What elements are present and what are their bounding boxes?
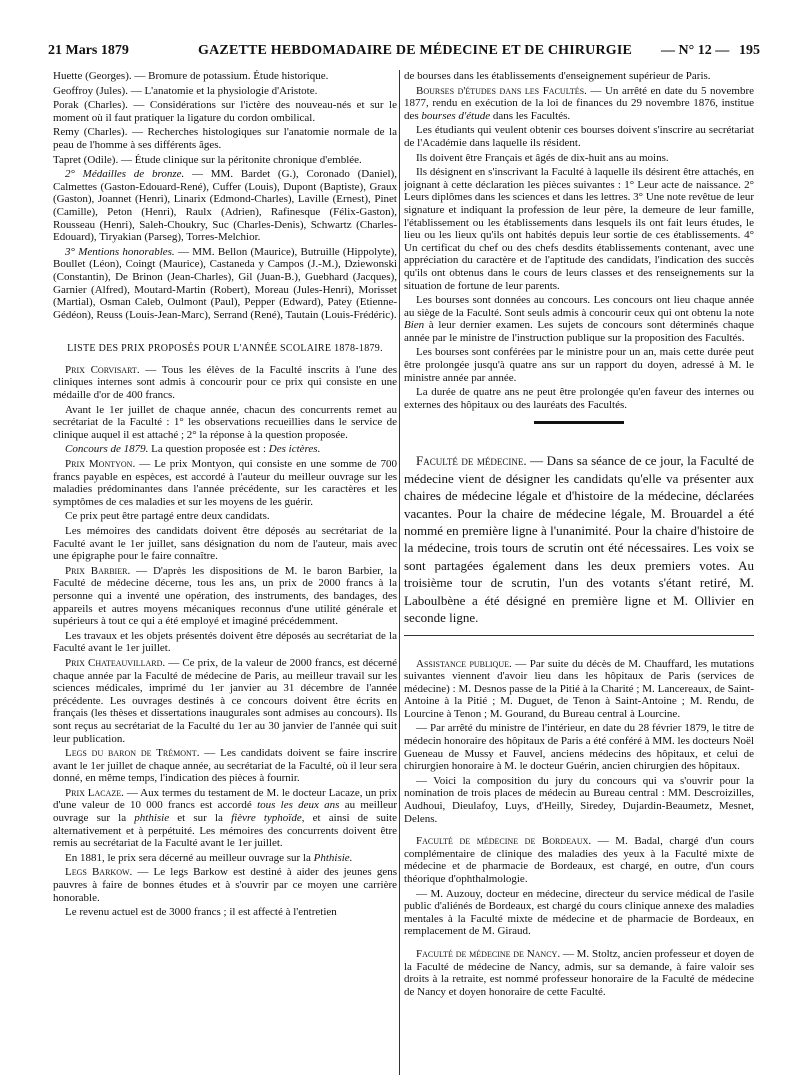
paragraph: — M. Auzouy, docteur en médecine, directeur du service médical de l'asile public d'aliénés de Bordeaux, est chargé du cours clinique annexe des maladies mentales à la Faculté mixte de médecine et de pharmacie de Bordeaux, en remplacement de M. Giraud.: [404, 887, 754, 938]
prize-text: au meilleur ouvrage sur la: [53, 799, 397, 825]
issue-date: 21 Mars 1879: [48, 43, 129, 58]
concours-text: Les bourses sont données au concours. Les concours ont lieu chaque année au siège de la Faculté. Sont seuls admis à concourir ceux qui ont obtenu la note: [404, 294, 754, 319]
prize-text: — Aux termes du testament de M. le docteur Lacaze, un prix d'une valeur de 10 000 francs est accordé: [53, 786, 397, 812]
mentions-text: — MM. Bellon (Maurice), Butruille (Hippolyte), Boullet (Léon), Coingt (Maurice), Castaneda y Campos (J.-M.), Dziewonski (Constantin), De Brinon (Jean-Charles), Gil (Juan-B.), Guebhard (Jacques), Garnier (Alfred), Moutard-Martin (Robert), Moreau (Jules-Henri), Morisset (Martial), Osman Caleb, Oulmont (Paul), Pepper (Edward), Patey (Etienne-Gédéon), Reuss (Louis-Jean-Marc), Serrand (René), Tautain (Louis-Frédéric).: [53, 245, 397, 321]
page-number: 195: [739, 43, 760, 58]
paragraph: Ils doivent être Français et âgés de dix-huit ans au moins.: [416, 151, 669, 164]
prize-text: — Le legs Barkow est destiné à aider des jeunes gens pauvres à faire de bonnes études et à s'ouvrir par ce moyen une carrière honorable.: [53, 866, 397, 904]
assistance-publique: [404, 658, 754, 721]
prize-text: , et ainsi de suite alternativement et à perpétuité. Les mémoires des concurrents doivent être remis au secrétariat de la Faculté avant le 1er juillet.: [53, 812, 397, 850]
concours-text: à leur dernier examen. Les sujets de concours sont déterminés chaque année par le ministre de l'instruction publique sur la proposition des Facultés.: [404, 319, 754, 344]
prize-corvisart: [53, 364, 397, 402]
bronze-label: 2° Médailles de bronze.: [65, 168, 185, 181]
paragraph: Les travaux et les objets présentés doivent être déposés au secrétariat de la Faculté avant le 1er juillet.: [53, 629, 397, 655]
prize-label: Legs Barkow.: [65, 866, 133, 879]
lacaze-1881-text: En 1881, le prix sera décerné au meilleur ouvrage sur la: [65, 851, 314, 864]
prize-text: — Ce prix, de la valeur de 2000 francs, est décerné chaque année par la Faculté de médecine de Paris, au meilleur travail sur les sciences médicales, imprimé du 1er janvier au 31 décembre de l'année précédente. Les ouvrages destinés à ce concours doivent être écrits en français (les thèses et dissertations inaugurales sont admises au concours). Ils sont reçus au secrétariat de la Faculté du 1er au 30 janvier de l'année qui suit leur publication.: [53, 656, 397, 745]
honorable-mentions: [53, 246, 397, 322]
prize-text: et sur la: [169, 812, 232, 825]
bourses-italic: bourses d'étude: [421, 109, 491, 122]
thesis-entry: Tapret (Odile). — Étude clinique sur la péritonite chronique d'emblée.: [53, 153, 362, 166]
divider: [404, 635, 754, 636]
section-text: — Dans sa séance de ce jour, la Faculté de médecine vient de désigner les candidats qu'elle va présenter aux chaires de médecine légale et d'histoire de la médecine, déclarées vacantes. Pour la chaire de médecine légale, M. Brouardel a été nommé en première ligne à l'unanimité. Pour la chaire d'histoire de la médecine, trois tours de scrutin ont été nécessaires. Les voix se sont partagées également dans les deux premiers votes. Au troisième tour de scrutin, l'un des votants s'étant retiré, M. Laboulbène a été désigné en première ligne et M. Ollivier en seconde ligne.: [404, 453, 754, 626]
concours-label: Concours de 1879.: [65, 443, 149, 456]
lacaze-italic: phthisie: [134, 812, 170, 825]
spacer: [404, 644, 754, 658]
lacaze-italic: tous les deux ans: [257, 799, 340, 812]
faculte-nancy: [404, 948, 754, 998]
prize-montyon: [53, 458, 397, 508]
paragraph: de bourses dans les établissements d'enseignement supérieur de Paris.: [404, 70, 711, 82]
prize-label: Prix Barbier.: [65, 564, 131, 577]
left-column: [53, 70, 397, 1080]
issue-number: — N° 12 —: [661, 43, 730, 58]
paragraph: [53, 852, 397, 865]
prize-barbier: [53, 565, 397, 628]
spacer: [404, 438, 754, 452]
prize-text: — D'après les dispositions de M. le baron Barbier, la Faculté de médecine décerne, tous les ans, un prix de 2000 francs à la personne qui a inventé une opération, des instruments, des bandages, des appareils et autres moyens mécaniques reconnus d'une utilité générale et supérieurs à tout ce qui a été employé et imaginé précédemment.: [53, 564, 397, 628]
lacaze-1881-topic: Phthisie.: [313, 851, 353, 864]
mentions-label: 3° Mentions honorables.: [65, 245, 175, 258]
section-label: Bourses d'études dans les Facultés.: [416, 84, 587, 97]
paragraph: Les bourses sont conférées par le ministre pour un an, mais cette durée peut être prolongée jusqu'à quatre ans sur un rapport du doyen, adressé à M. le ministre année par année.: [404, 346, 754, 384]
thesis-entry: Huette (Georges). — Bromure de potassium. Étude historique.: [53, 70, 329, 82]
paragraph: Les mémoires des candidats doivent être déposés au secrétariat de la Faculté avant le 1er juillet, sans désignation du nom de l'auteur, mais avec une épigraphe pour le faire connaître.: [53, 525, 397, 563]
right-column: [404, 70, 754, 1080]
section-text: dans les Facultés.: [490, 109, 571, 122]
paragraph: [404, 294, 754, 344]
legs-barkow: [53, 866, 397, 904]
prize-label: Legs du baron de Trémont.: [65, 747, 200, 760]
page-header: [48, 39, 760, 63]
paragraph: Le revenu actuel est de 3000 francs ; il est affecté à l'entretien: [65, 906, 337, 919]
prize-label: Prix Corvisart.: [65, 363, 140, 376]
section-label: Faculté de médecine.: [416, 453, 527, 469]
section-label: Faculté de médecine de Bordeaux.: [416, 835, 592, 848]
paragraph: La durée de quatre ans ne peut être prolongée qu'en faveur des internes ou externes des hôpitaux ou des lauréats des Facultés.: [404, 386, 754, 411]
prize-list-heading: LISTE DES PRIX PROPOSÉS POUR L'ANNÉE SCOLAIRE 1878-1879.: [67, 343, 383, 355]
thesis-entry: Geoffroy (Jules). — L'anatomie et la physiologie d'Aristote.: [53, 84, 318, 97]
section-text: — Un arrêté en date du 5 novembre 1877, rendu en exécution de la loi de finances du 29 novembre 1876, institue des: [404, 84, 754, 122]
prize-text: — Le prix Montyon, qui consiste en une somme de 700 francs payable en espèces, est accordé à l'auteur du meilleur ouvrage sur les maladies prédominantes dans l'année précédente, sur les caractères et les symptômes de ces maladies et sur les moyens de les guérir.: [53, 458, 397, 508]
section-text: — M. Stoltz, ancien professeur et doyen de la Faculté de médecine de Nancy, admis, sur sa demande, à faire valoir ses droits à la retraite, est nommé professeur honoraire de la Faculté de médecine de Nancy et doyen honoraire de cette Faculté.: [404, 947, 754, 998]
bronze-text: — MM. Bardet (G.), Coronado (Daniel), Calmettes (Gaston-Edouard-René), Cuffer (Louis), Dupont (Baptiste), Graux (Gaston), Joannet (Henri), Linarix (Edmond-Charles), Laville (Ernest), Pinet (Camille), Peton (Henri), Raulx (Adrien), Rafinesque (Félix-Gaston), Rousseau (Henri), Saleh-Choukry, Suc (Charles-Denis), Schwartz (Charles-Edouard), Tiryakian (Parseg), Torres-Melchior.: [53, 168, 397, 244]
paragraph: — Par arrêté du ministre de l'intérieur, en date du 28 février 1879, le titre de médecin honoraire des hôpitaux de Paris a été conféré à MM. les docteurs Noël Gueneau de Mussy et Fauvel, anciens médecins des hôpitaux, et celui de chirurgien honoraire à M. le docteur Guérin, ancien chirurgien des hôpitaux.: [404, 722, 754, 773]
bourses-etudes: [404, 85, 754, 123]
legs-tremont: [53, 747, 397, 785]
section-text: — Par suite du décès de M. Chauffard, les mutations suivantes viennent d'avoir lieu dans les hôpitaux de Paris (services de médecine) : M. Desnos passe de la Pitié à la Charité ; M. Lancereaux, de Saint-Antoine à la Pitié ; M. Duguet, de Tenon à Saint-Antoine ; M. Rendu, de Lourcine à Tenon ; M. Gourand, du Bureau central à Lourcine.: [404, 657, 754, 720]
bronze-medals: [53, 168, 397, 244]
lacaze-italic: fièvre typhoïde: [231, 812, 302, 825]
section-label: Faculté de médecine de Nancy.: [416, 947, 561, 960]
prize-lacaze: [53, 787, 397, 850]
paragraph: — Voici la composition du jury du concours qui va s'ouvrir pour la nomination de trois places de médecin au Bureau central : MM. Descroizilles, Audhoui, Dieulafoy, Luys, d'Heilly, Siredey, Dujardin-Beaumetz, Mesnet, Delens.: [404, 774, 754, 825]
section-separator: [534, 421, 624, 424]
section-text: — M. Badal, chargé d'un cours complémentaire de clinique des maladies des yeux à la Faculté mixte de médecine et de pharmacie de Bordeaux, est chargé, en outre, d'un cours théorique d'ophthalmologie.: [404, 835, 754, 885]
section-label: Assistance publique.: [416, 657, 512, 670]
prize-label: Prix Montyon.: [65, 458, 136, 471]
paragraph: Ils désignent en s'inscrivant la Faculté à laquelle ils désirent être attachés, en joignant à cette déclaration les pièces suivantes : 1° Leur acte de naissance. 2° Leurs diplômes dans les sciences et dans les lettres. 3° Une note revêtue de leur signature et indiquant la profession de leur père, la demeure de leur famille, l'établissement ou les établissements dans lesquels ils ont fait leurs études, le lieu ou les lieux qu'ils ont habités depuis leur sortie de ces établissements. 4° Un certificat du chef ou des chefs desdits établissements contenant, avec une appréciation du caractère et de l'aptitude des candidats, l'indication des succès qu'ils ont obtenus dans le cours de leurs classes et des renseignements sur la situation de fortune de leur parents.: [404, 166, 754, 292]
prize-text: — Les candidats doivent se faire inscrire avant le 1er juillet de chaque année, au secrétariat de la Faculté, où il leur sera donné, en même temps, l'indication des pièces à fournir.: [53, 747, 397, 785]
paragraph: Les étudiants qui veulent obtenir ces bourses doivent s'inscrire au secrétariat de l'Académie dans laquelle ils résident.: [404, 124, 754, 149]
thesis-entry: Porak (Charles). — Considérations sur l'ictère des nouveau-nés et sur le moment où il faut pratiquer la ligature du cordon ombilical.: [53, 99, 397, 124]
concours-text: La question proposée est :: [148, 443, 269, 456]
spacer: [404, 940, 754, 948]
note-bien: Bien: [404, 319, 425, 332]
spacer: [404, 827, 754, 835]
concours-topic: Des ictères.: [268, 443, 321, 456]
concours-line: [53, 443, 397, 456]
prize-chateauvillard: [53, 657, 397, 745]
journal-title: GAZETTE HEBDOMADAIRE DE MÉDECINE ET DE CHIRURGIE: [198, 43, 633, 58]
faculte-bordeaux: [404, 835, 754, 885]
column-divider: [399, 70, 400, 1075]
prize-text: — Tous les élèves de la Faculté inscrits à l'une des cliniques internes sont admis à concourir pour ce prix qui consiste en une médaille d'or de 400 francs.: [53, 363, 397, 402]
prize-label: Prix Chateauvillard.: [65, 656, 166, 669]
faculte-medecine-news: [404, 452, 754, 626]
paragraph: Ce prix peut être partagé entre deux candidats.: [65, 510, 270, 523]
prize-label: Prix Lacaze.: [65, 786, 124, 799]
thesis-entry: Remy (Charles). — Recherches histologiques sur l'anatomie normale de la peau de l'homme à ses différents âges.: [53, 126, 397, 151]
paragraph: Avant le 1er juillet de chaque année, chacun des concurrents remet au secrétariat de la Faculté : 1° les observations recueillies dans le service de clinique auquel il est attaché ; 2° la réponse à la question proposée.: [53, 403, 397, 441]
